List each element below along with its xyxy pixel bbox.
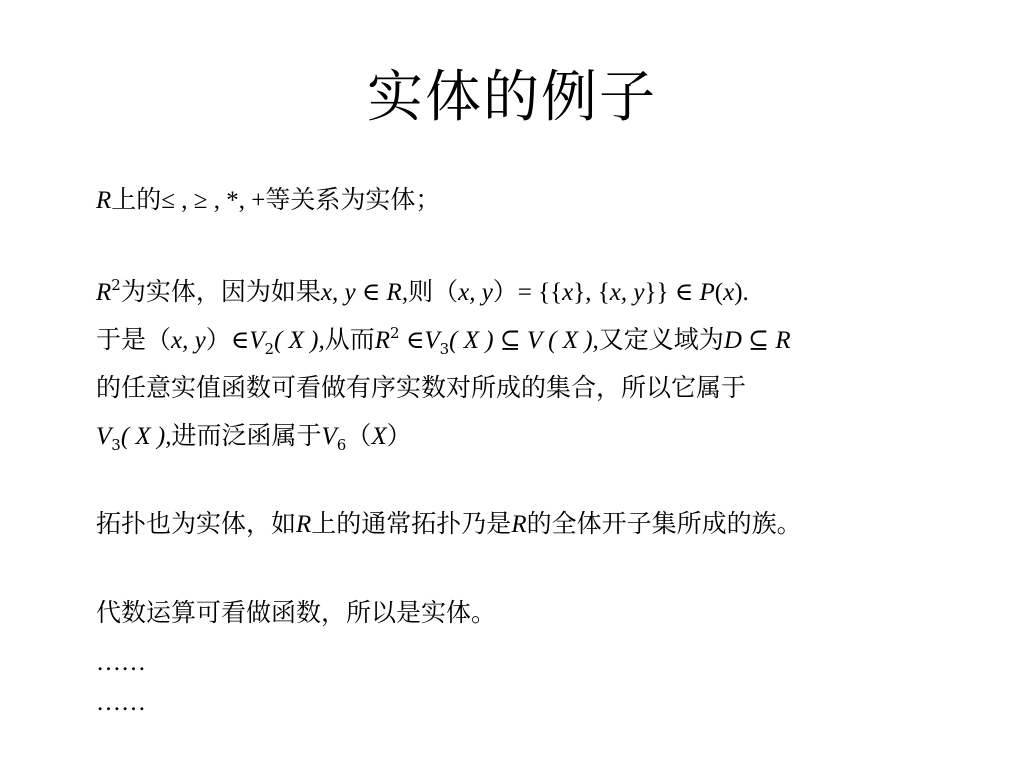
var-R: R (96, 187, 112, 214)
text: 等关系为实体； (265, 185, 441, 214)
text: ） (386, 421, 412, 450)
operators: ≤ , ≥ , *, + (161, 187, 266, 214)
text: 上的通常拓扑乃是 (311, 509, 512, 538)
text: 拓扑也为实体，如 (96, 509, 297, 538)
var-P: P (699, 279, 715, 306)
text: 于是（ (96, 325, 172, 354)
text: （ (346, 421, 372, 450)
text: ). (734, 279, 749, 306)
text: 为实体，因为如果 (120, 277, 321, 306)
var-R: R (374, 327, 391, 354)
var-V: V (96, 423, 112, 450)
text: ）= {{ (492, 279, 563, 306)
var-x: x (562, 279, 574, 306)
text: 的全体开子集所成的族。 (526, 509, 802, 538)
ellipsis: …… (96, 649, 146, 676)
subscript: 2 (264, 340, 275, 358)
line-real-functions: 的任意实值函数可看做有序实数对所成的集合，所以它属于 (96, 373, 747, 402)
line-topology (96, 507, 802, 542)
text: }, { (573, 279, 610, 306)
pair: x, y (458, 279, 493, 306)
var-V: V (527, 327, 542, 354)
line-r2-entity (96, 275, 749, 310)
var-V: V (321, 423, 337, 450)
var-X: ( X ), (274, 327, 325, 354)
var-X: ( X ), (120, 423, 172, 450)
text: 又定义域为 (598, 325, 724, 354)
var-R: R (96, 279, 112, 306)
text: 从而 (324, 325, 375, 354)
subscript: 3 (111, 436, 121, 454)
var-X: ( X ), (541, 327, 599, 354)
condition: x, y ∈ R, (320, 279, 409, 306)
text: ∈ (399, 327, 425, 354)
ellipsis: …… (96, 689, 146, 716)
var-R: R (296, 511, 312, 538)
subscript: 6 (336, 436, 347, 454)
pair-xy: x, y (609, 279, 645, 306)
text: 上的 (111, 185, 162, 214)
line-algebraic-operations: 代数运算可看做函数，所以是实体。 (96, 598, 497, 627)
exponent: 2 (111, 276, 121, 294)
var-x: x (723, 279, 735, 306)
text: 进而泛函属于 (171, 421, 322, 450)
text: 则（ (408, 277, 459, 306)
text: ( (714, 279, 724, 306)
line-order-relations (96, 183, 440, 218)
pair: x, y (171, 327, 206, 354)
var-R: R (775, 327, 791, 354)
var-V: V (249, 327, 265, 354)
var-X: X (371, 423, 387, 450)
text: }} ∈ (644, 279, 700, 306)
line-functionals (96, 419, 412, 454)
text: ⊆ (741, 327, 776, 354)
text: ）∈ (205, 327, 250, 354)
line-therefore (96, 323, 791, 358)
var-R: R (511, 511, 527, 538)
subscript: 3 (439, 340, 450, 358)
var-D: D (723, 327, 742, 354)
exponent: 2 (390, 324, 400, 342)
var-X: ( X ) ⊆ (449, 327, 528, 354)
var-V: V (424, 327, 440, 354)
slide-title: 实体的例子 (367, 65, 657, 130)
